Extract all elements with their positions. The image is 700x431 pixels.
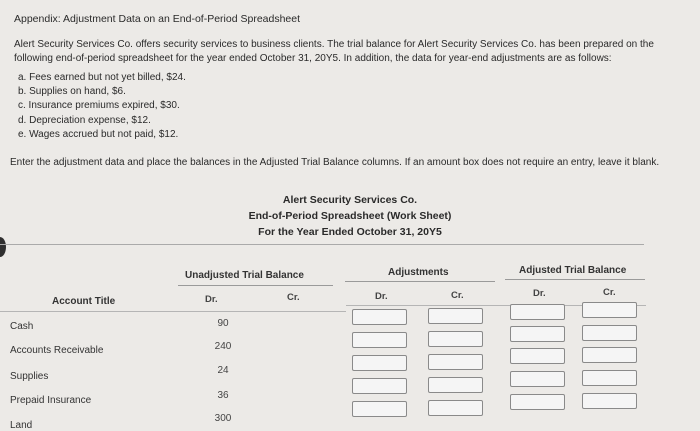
adjustment-list — [18, 71, 186, 142]
unadjusted-header: Unadjusted Trial Balance — [185, 270, 304, 281]
account-title-header: Account Title — [52, 296, 116, 307]
adj-cr-input[interactable] — [428, 400, 483, 416]
worksheet-heading — [0, 192, 700, 240]
unadj-dr-value: 90 — [217, 318, 229, 329]
account-name: Accounts Receivable — [10, 345, 104, 356]
adjusted-header: Adjusted Trial Balance — [519, 265, 627, 276]
adj-cr-input[interactable] — [428, 377, 483, 393]
atb-cr-input[interactable] — [582, 325, 637, 341]
adjustments-header: Adjustments — [388, 267, 449, 278]
divider — [505, 279, 645, 280]
adj-dr-input[interactable] — [352, 332, 407, 348]
adj-cr-header: Cr. — [451, 290, 464, 301]
account-name: Supplies — [10, 371, 49, 382]
atb-dr-input[interactable] — [510, 394, 565, 410]
unadj-dr-header: Dr. — [205, 294, 218, 305]
adj-dr-input[interactable] — [352, 401, 407, 417]
worksheet-period: For the Year Ended October 31, 20Y5 — [258, 226, 442, 238]
atb-cr-input[interactable] — [582, 347, 637, 363]
atb-dr-input[interactable] — [510, 326, 565, 342]
account-name: Prepaid Insurance — [10, 395, 92, 406]
unadj-cr-header: Cr. — [287, 292, 300, 303]
atb-dr-input[interactable] — [510, 348, 565, 364]
list-item: e. Wages accrued but not paid, $12. — [18, 128, 179, 140]
divider — [178, 285, 333, 286]
page-title: Appendix: Adjustment Data on an End-of-Period Spreadsheet — [14, 13, 301, 25]
atb-cr-input[interactable] — [582, 302, 637, 318]
list-item: c. Insurance premiums expired, $30. — [18, 100, 180, 112]
unadj-dr-value: 300 — [214, 413, 232, 424]
account-name: Cash — [10, 321, 34, 332]
unadj-dr-value: 24 — [217, 365, 229, 376]
divider — [345, 281, 495, 282]
account-name: Land — [10, 420, 33, 431]
unadj-dr-value: 240 — [214, 341, 232, 352]
problem-intro: Alert Security Services Co. offers security services to business clients. The trial balance for Alert Security Services Co. has been prepared on the following end-of-period spreadsheet for the year ended October 31, 20Y5. In addition, the data for year-end adjustments are as follows: — [14, 39, 654, 64]
list-item: a. Fees earned but not yet billed, $24. — [18, 72, 186, 83]
atb-cr-input[interactable] — [582, 370, 637, 386]
unadj-dr-value: 36 — [217, 390, 229, 401]
adj-cr-input[interactable] — [428, 331, 483, 347]
list-item: d. Depreciation expense, $12. — [18, 114, 151, 126]
divider — [0, 244, 644, 245]
atb-cr-input[interactable] — [582, 393, 637, 409]
atb-dr-header: Dr. — [533, 288, 546, 299]
company-name: Alert Security Services Co. — [282, 194, 418, 206]
scroll-handle[interactable] — [0, 237, 6, 257]
list-item: b. Supplies on hand, $6. — [18, 86, 126, 98]
adj-cr-input[interactable] — [428, 308, 483, 324]
adj-dr-input[interactable] — [352, 355, 407, 371]
adj-dr-header: Dr. — [375, 291, 388, 302]
adj-cr-input[interactable] — [428, 354, 483, 370]
worksheet-title: End-of-Period Spreadsheet (Work Sheet) — [248, 210, 452, 222]
atb-dr-input[interactable] — [510, 304, 565, 320]
atb-dr-input[interactable] — [510, 371, 565, 387]
divider — [0, 311, 346, 312]
adj-dr-input[interactable] — [352, 309, 407, 325]
adj-dr-input[interactable] — [352, 378, 407, 394]
instructions: Enter the adjustment data and place the balances in the Adjusted Trial Balance columns. If an amount box does not require an entry, leave it blank. — [10, 157, 660, 168]
atb-cr-header: Cr. — [603, 287, 616, 298]
